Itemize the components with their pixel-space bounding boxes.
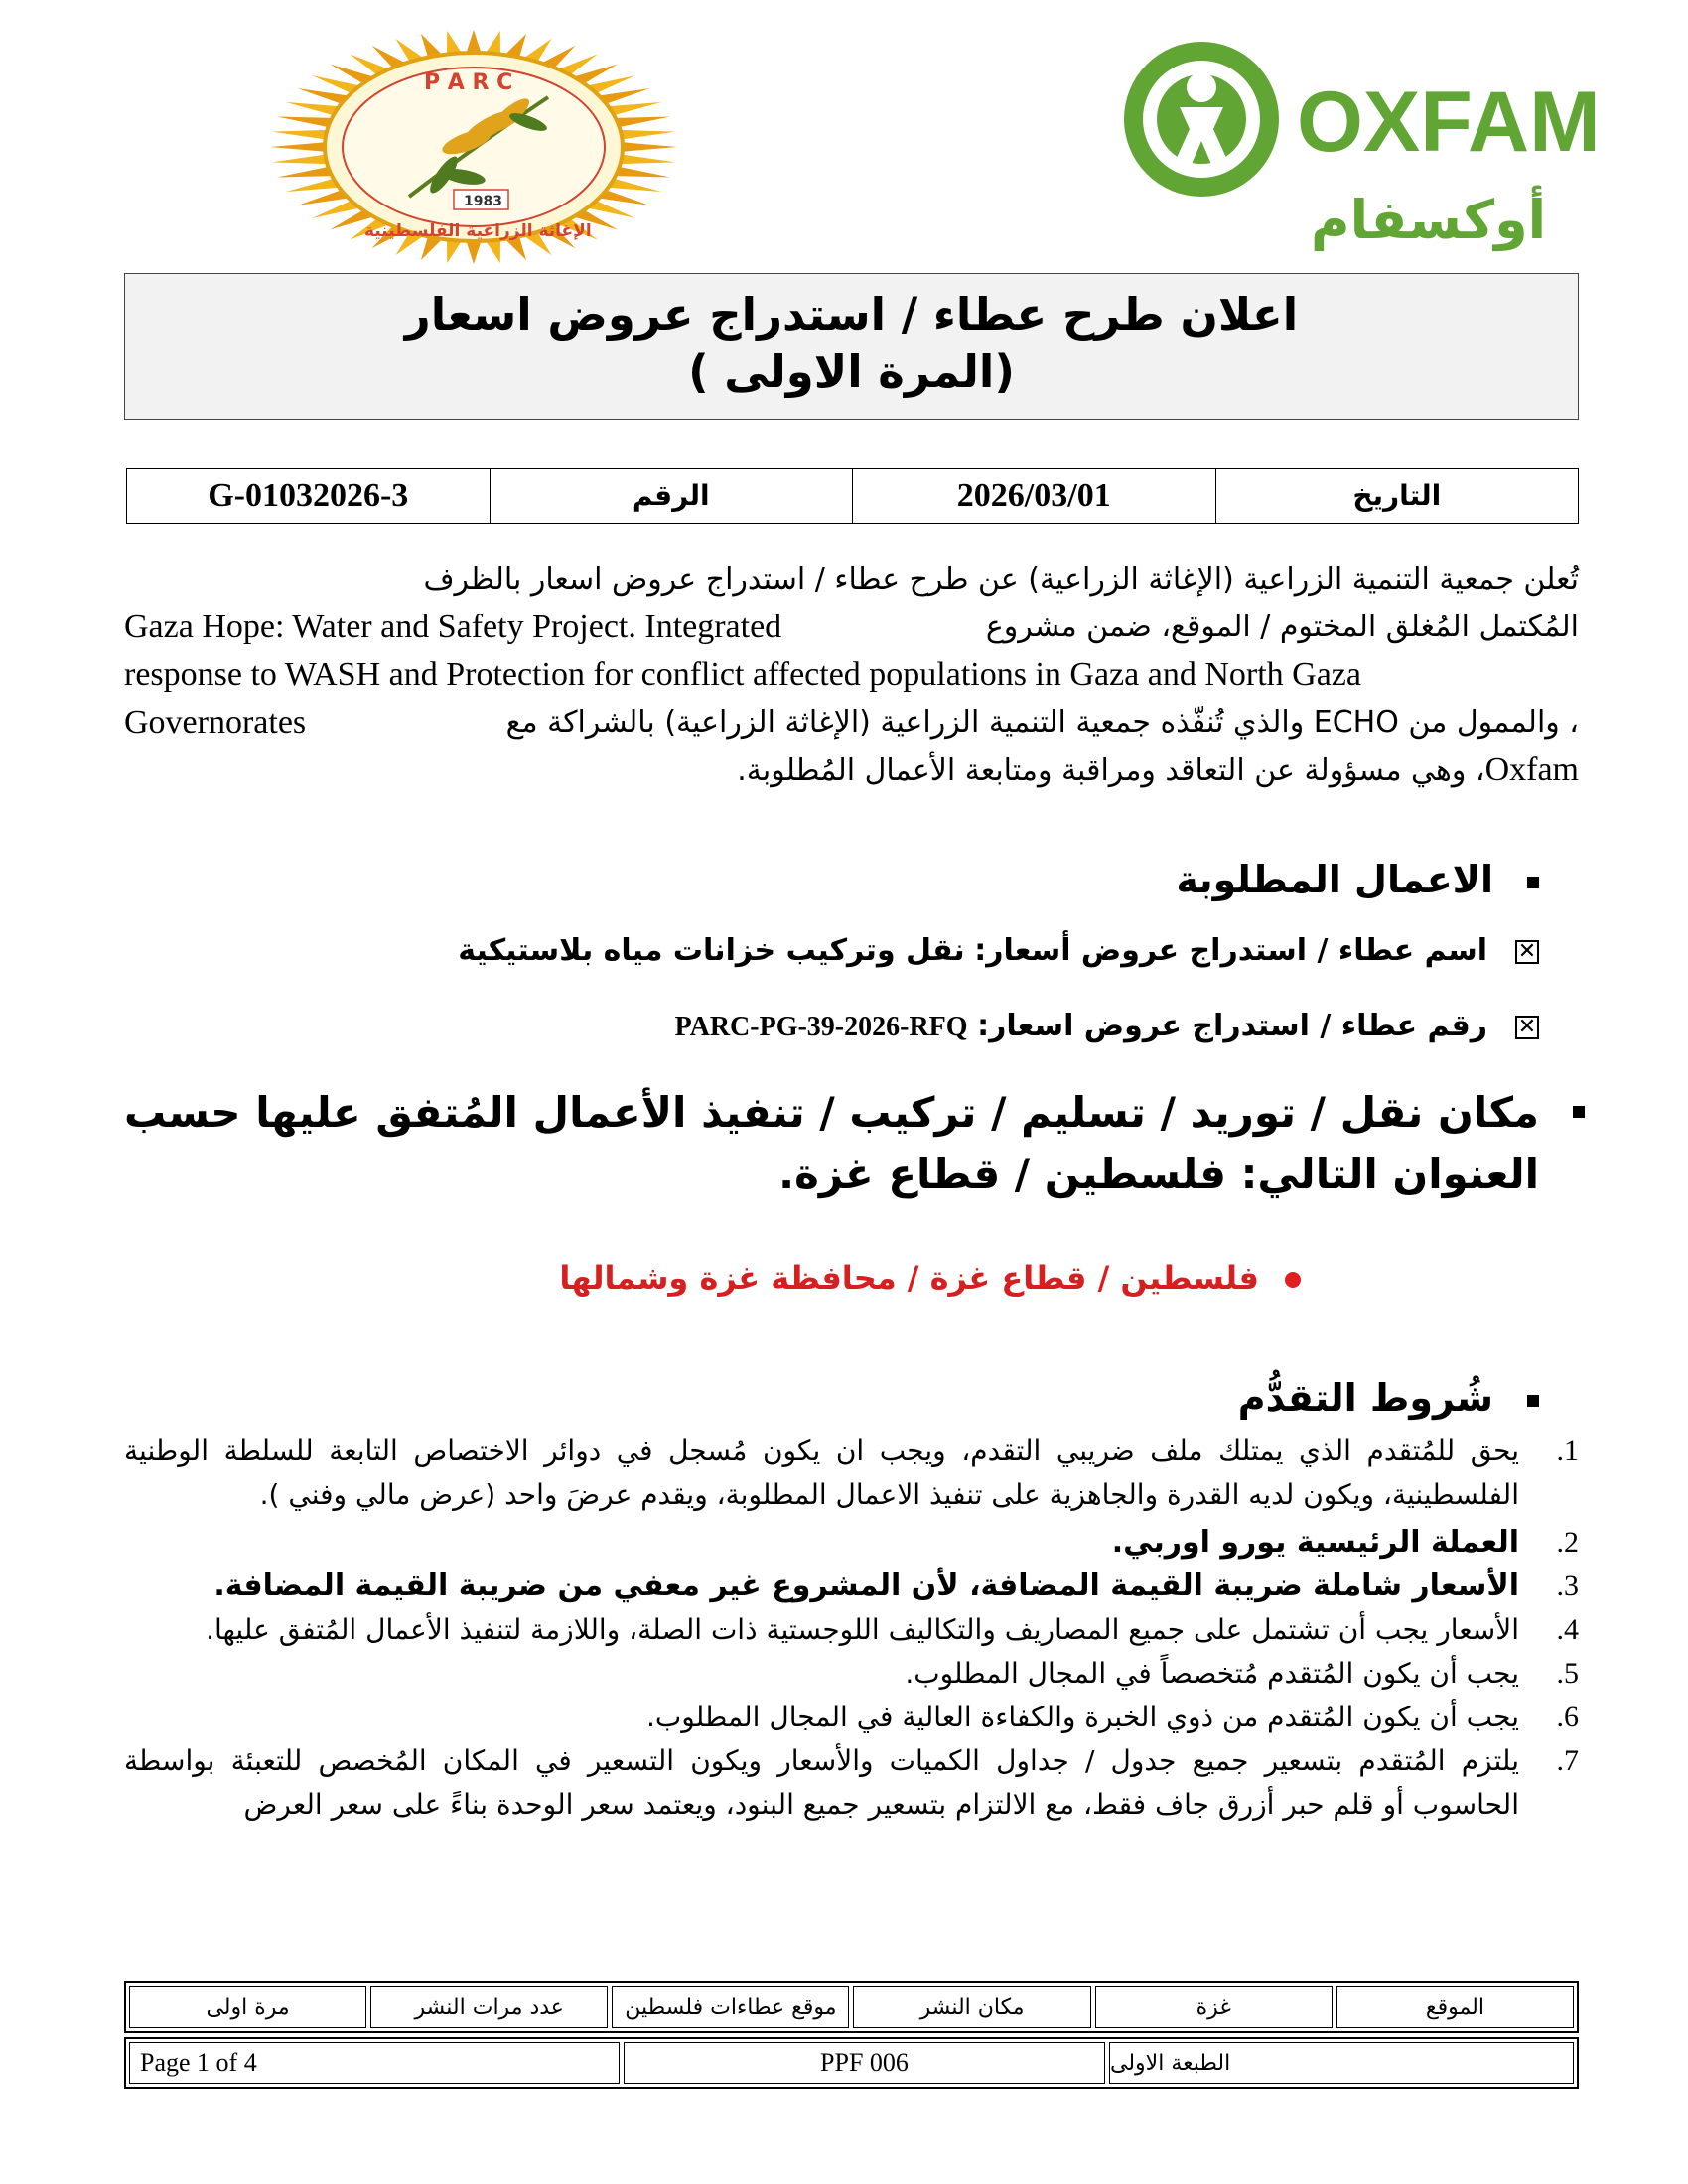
condition-item: 4. الأسعار يجب أن تشتمل على جميع المصاريف والتكاليف اللوجستية ذات الصلة، واللازمة لتنفيذ الأعمال المُتفق عليها. [206,1613,1579,1646]
oxfam-arabic-wordmark: أوكسفام [1311,189,1547,251]
square-bullet-icon [1527,1395,1539,1407]
project-name: Gaza Hope: Water and Safety Project. Integrated [124,609,782,645]
intro-line-5-arabic: ، وهي مسؤولة عن التعاقد ومراقبة ومتابعة الأعمال المُطلوبة. [737,753,1485,788]
announcement-title-box [124,273,1579,420]
parc-letters: P A R C [424,70,513,95]
condition-item: 3. الأسعار شاملة ضريبة القيمة المضافة، لأن المشروع غير معفي من ضريبة القيمة المضافة. [213,1569,1579,1603]
parc-ring-text: الإغاثة الزراعية الفلسطينية [364,221,592,241]
footer-cell: موقع عطاءات فلسطين [612,1986,849,2028]
red-bullet-icon [1285,1272,1301,1288]
parc-year: 1983 [464,194,502,209]
condition-item: 2. العملة الرئيسية يورو اوربي. [1111,1525,1579,1560]
edition-label: الطبعة الاولى [1109,2042,1574,2084]
tender-number-item [675,1005,1539,1049]
sun-ray [621,155,676,164]
sun-ray [447,31,462,55]
condition-item: 6. يجب أن يكون المُتقدم من ذوي الخبرة والكفاءة العالية في المجال المطلوب. [645,1701,1579,1733]
delivery-location: فلسطين / قطاع غزة / محافظة غزة وشمالها [559,1253,1301,1302]
conditions-list [124,1430,1579,1827]
sun-ray [467,30,482,53]
sun-ray [609,179,662,192]
square-bullet-icon [1573,1106,1585,1118]
tender-number-label: رقم عطاء / استدراج عروض اسعار: [977,1009,1487,1043]
publication-info-footer [124,1981,1579,2033]
intro-line-2 [124,604,1579,651]
page-info-footer [124,2037,1579,2089]
page-number: Page 1 of 4 [129,2042,620,2084]
tender-name-value: نقل وتركيب خزانات مياه بلاستيكية [458,933,965,968]
intro-line-3: response to WASH and Protection for conflict affected populations in Gaza and North Gaza [124,656,1361,693]
oxfam-wordmark: OXFAM [1297,74,1601,170]
footer-cell: الموقع [1336,1986,1574,2028]
number-label: الرقم [490,469,853,524]
sun-ray [623,142,677,151]
sun-ray [286,179,340,192]
sun-ray [609,102,662,115]
sun-ray [277,116,332,127]
square-bullet-icon [1527,877,1539,888]
announcement-subtitle: (المرة الاولى ) [688,345,1015,398]
parc-logo [260,28,687,266]
oxfam-logo [1122,30,1601,268]
sun-ray [270,142,325,151]
partner-name: Oxfam [1484,751,1579,788]
form-code: PPF 006 [624,2042,1105,2084]
condition-item: 5. يجب أن يكون المُتقدم مُتخصصاً في المجال المطلوب. [905,1657,1579,1690]
date-value: 2026/03/01 [853,469,1216,524]
tender-name-label: اسم عطاء / استدراج عروض أسعار: [974,933,1487,968]
footer-cell: مكان النشر [853,1986,1090,2028]
intro-line-4-arabic: ، والممول من ECHO والذي تُنفّذه جمعية التنمية الزراعية (الإغاثة الزراعية) بالشراكة مع [505,705,1579,740]
checked-box-icon: ✕ [1515,1016,1539,1039]
footer-cell: غزة [1095,1986,1333,2028]
intro-line-4 [124,699,1579,747]
sun-ray [486,31,500,55]
checked-box-icon: ✕ [1515,940,1539,964]
reference-number: G-01032026-3 [127,469,491,524]
sun-ray [447,239,462,263]
sun-ray [616,167,670,178]
intro-line-2-arabic: المُكتمل المُغلق المختوم / الموقع، ضمن مشروع [985,610,1579,644]
conditions-heading: شُروط التقدُّم [1238,1370,1539,1426]
sun-ray [467,241,482,264]
sun-ray [272,130,328,139]
footer-cell: مرة اولى [129,1986,366,2028]
sun-ray [616,116,670,127]
intro-line-4-english: Governorates [124,704,307,741]
sun-ray [272,155,328,164]
required-works-heading: الاعمال المطلوبة [1176,852,1539,907]
intro-line-1: تُعلن جمعية التنمية الزراعية (الإغاثة الزراعية) عن طرح عطاء / استدراج عروض اسعار بالظرف [423,562,1579,597]
intro-line-5 [124,747,1579,794]
intro-paragraph [124,556,1579,794]
announcement-title: اعلان طرح عطاء / استدراج عروض اسعار [404,288,1299,341]
delivery-place-heading: مكان نقل / توريد / تسليم / تركيب / تنفيذ الأعمال المُتفق عليها حسب العنوان التالي: فلسطين / قطاع غزة. [124,1082,1539,1205]
footer-cell: عدد مرات النشر [370,1986,608,2028]
sun-ray [277,167,332,178]
tender-number-value: PARC-PG-39-2026-RFQ [674,1012,968,1042]
sun-ray [486,239,500,263]
condition-item: 1. يحق للمُتقدم الذي يمتلك ملف ضريبي التقدم، ويجب ان يكون مُسجل في دوائر الاختصاص التابعة للسلطة الوطنية الفلسطينية، ويكون لديه القدرة والجاهزية على تنفيذ الاعمال المطلوبة، ويقدم عرضَ واحد (عرض مالي وفني ). [124,1434,1579,1511]
tender-name-item [458,929,1539,973]
date-number-table [126,468,1579,524]
sun-ray [286,102,340,115]
sun-ray [621,130,676,139]
date-label: التاريخ [1215,469,1579,524]
condition-item: 7. يلتزم المُتقدم بتسعير جميع جدول / جداول الكميات والأسعار ويكون التسعير في المكان المُخصص للتعبئة بواسطة الحاسوب أو قلم حبر أزرق جاف فقط، مع الالتزام بتسعير جميع البنود، ويعتمد سعر الوحدة بناءً على سعر العرض [124,1744,1579,1821]
